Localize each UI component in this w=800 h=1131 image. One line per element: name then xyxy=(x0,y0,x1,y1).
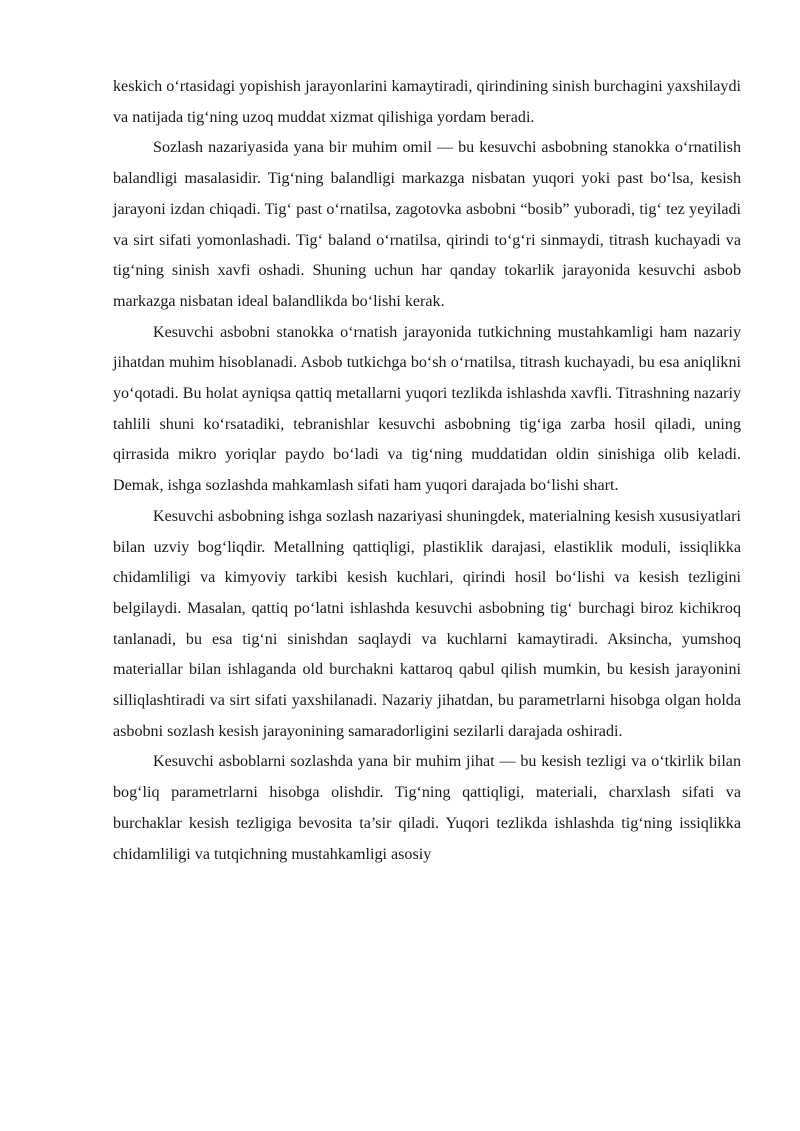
paragraph-material-properties: Kesuvchi asbobning ishga sozlash nazariyasi shuningdek, materialning kesish xususiyatlari bilan uzviy bog‘liqdir. Metallning qattiqligi, plastiklik darajasi, elastiklik moduli, issiqlikka chidamliligi va kimyoviy tarkibi kesish kuchlari, qirindi hosil bo‘lishi va kesish tezligini belgilaydi. Masalan, qattiq po‘latni ishlashda kesuvchi asbobning tig‘ burchagi biroz kichikroq tanlanadi, bu esa tig‘ni sinishdan saqlaydi va kuchlarni kamaytiradi. Aksincha, yumshoq materiallar bilan ishlaganda old burchakni kattaroq qabul qilish mumkin, bu kesish jarayonini silliqlashtiradi va sirt sifati yaxshilanadi. Nazariy jihatdan, bu parametrlarni hisobga olgan holda asbobni sozlash kesish jarayonining samaradorligini sezilarli darajada oshiradi. xyxy=(113,507,741,740)
paragraph-continued: keskich o‘rtasidagi yopishish jarayonlarini kamaytiradi, qirindining sinish burchagini yaxshilaydi va natijada tig‘ning uzoq muddat xizmat qilishiga yordam beradi. xyxy=(113,78,741,126)
paragraph-holder-rigidity: Kesuvchi asbobni stanokka o‘rnatish jarayonida tutkichning mustahkamligi ham nazariy jihatdan muhim hisoblanadi. Asbob tutkichga bo‘sh o‘rnatilsa, titrash kuchayadi, bu esa aniqlikni yo‘qotadi. Bu holat ayniqsa qattiq metallarni yuqori tezlikda ishlashda xavfli. Titrashning nazariy tahlili shuni ko‘rsatadiki, tebranishlar kesuvchi asbobning tig‘iga zarba hosil qiladi, uning qirrasida mikro yoriqlar paydo bo‘ladi va tig‘ning muddatidan oldin sinishiga olib keladi. Demak, ishga sozlashda mahkamlash sifati ham yuqori darajada bo‘lishi shart. xyxy=(113,323,741,495)
paragraph-tool-height: Sozlash nazariyasida yana bir muhim omil — bu kesuvchi asbobning stanokka o‘rnatilish balandligi masalasidir. Tig‘ning balandligi markazga nisbatan yuqori yoki past bo‘lsa, kesish jarayoni izdan chiqadi. Tig‘ past o‘rnatilsa, zagotovka asbobni “bosib” yuboradi, tig‘ tez yeyiladi va sirt sifati yomonlashadi. Tig‘ baland o‘rnatilsa, qirindi to‘g‘ri sinmaydi, titrash kuchayadi va tig‘ning sinish xavfi oshadi. Shuning uchun har qanday tokarlik jarayonida kesuvchi asbob markazga nisbatan ideal balandlikda bo‘lishi kerak. xyxy=(113,139,741,310)
document-page xyxy=(113,72,741,870)
paragraph-cutting-speed: Kesuvchi asboblarni sozlashda yana bir muhim jihat — bu kesish tezligi va o‘tkirlik bilan bog‘liq parametrlarni hisobga olishdir. Tig‘ning qattiqligi, materiali, charxlash sifati va burchaklar kesish tezligiga bevosita ta’sir qiladi. Yuqori tezlikda ishlashda tig‘ning issiqlikka chidamliligi va tutqichning mustahkamligi asosiy xyxy=(113,753,741,863)
